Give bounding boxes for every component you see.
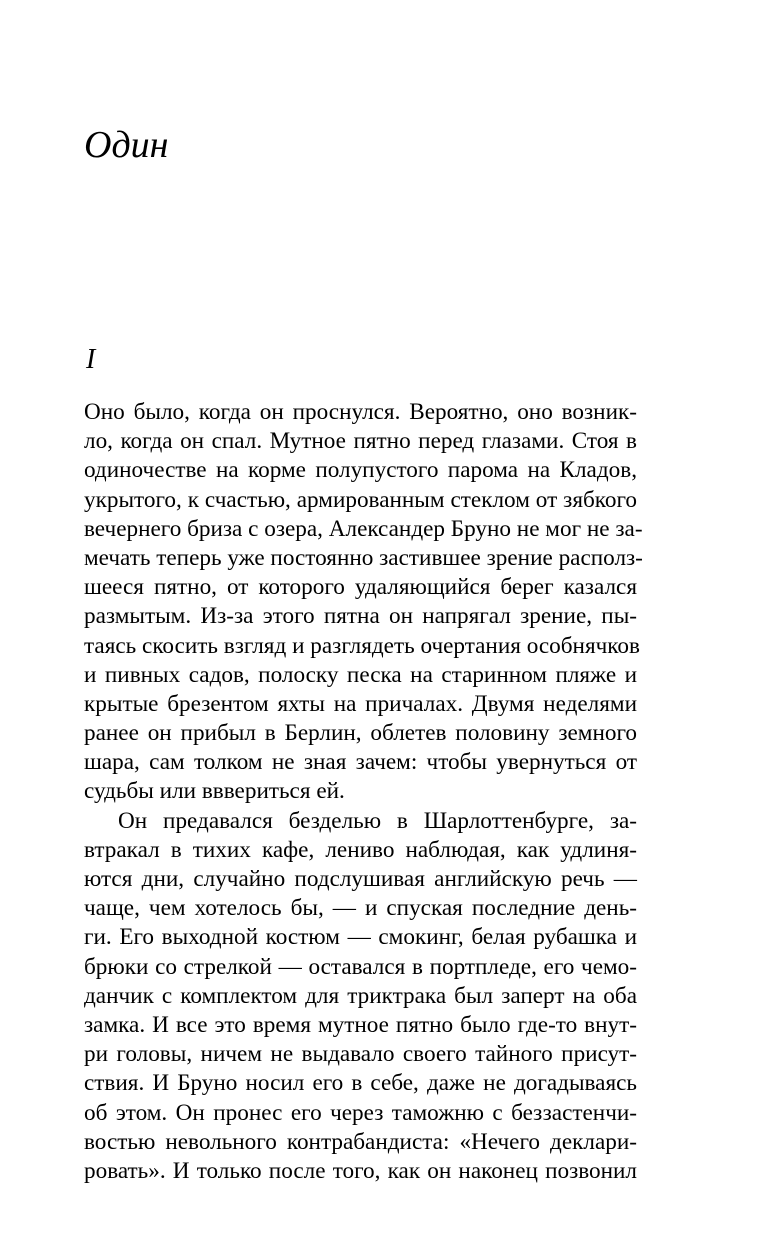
text-line: и пивных садов, полоску песка на старинном пляже и (84, 661, 637, 688)
text-line: укрытого, к счастью, армированным стеклом от зябкого (84, 486, 637, 513)
text-line: Он предавался безделью в Шарлоттенбурге, за- (118, 807, 637, 834)
text-line: ранее он прибыл в Берлин, облетев половину земного (84, 720, 637, 747)
text-line: шееся пятно, от которого удаляющийся берег казался (84, 574, 637, 601)
text-line: вечернего бриза с озера, Александер Бруно не мог не за- (84, 515, 643, 542)
paragraph (84, 398, 643, 807)
text-line: ствия. И Бруно носил его в себе, даже не догадываясь (84, 1070, 637, 1097)
part-title: Один (84, 124, 169, 166)
text-line: судьбы или вввериться ей. (84, 778, 345, 805)
text-line: данчик с комплектом для триктрака был заперт на оба (84, 982, 637, 1009)
text-line: шара, сам толком не зная зачем: чтобы увернуться от (84, 749, 637, 776)
text-line: одиночестве на корме полупустого парома на Кладов, (84, 457, 637, 484)
text-line: брюки со стрелкой — оставался в портпледе, его чемо- (84, 953, 637, 980)
paragraph (84, 807, 637, 1186)
text-line: востью невольного контрабандиста: «Нечего деклари- (84, 1128, 637, 1155)
text-line: ровать». И только после того, как он наконец позвонил (84, 1157, 637, 1184)
text-line: ги. Его выходной костюм — смокинг, белая рубашка и (84, 924, 637, 951)
section-number: I (86, 344, 96, 375)
text-line: Оно было, когда он проснулся. Вероятно, оно возник- (84, 399, 637, 425)
text-line: таясь скосить взгляд и разглядеть очертания особнячков (84, 632, 640, 659)
text-line: мечать теперь уже постоянно застившее зрение располз- (84, 544, 643, 571)
text-line: замка. И все это время мутное пятно было где-то внут- (84, 1011, 637, 1038)
text-line: втракал в тихих кафе, лениво наблюдая, как удлиня- (84, 836, 637, 863)
text-line: ются дни, случайно подслушивая английскую речь — (84, 866, 637, 892)
text-line: об этом. Он пронес его через таможню с беззастенчи- (84, 1099, 637, 1126)
text-line: ло, когда он спал. Мутное пятно перед глазами. Стоя в (84, 428, 637, 455)
text-line: ри головы, ничем не выдавало своего тайного присут- (84, 1041, 637, 1068)
text-line: крытые брезентом яхты на причалах. Двумя неделями (84, 690, 637, 717)
text-line: чаще, чем хотелось бы, — и спуская последние день- (84, 895, 637, 922)
text-line: размытым. Из-за этого пятна он напрягал зрение, пы- (84, 603, 637, 630)
body-text (84, 398, 643, 1186)
